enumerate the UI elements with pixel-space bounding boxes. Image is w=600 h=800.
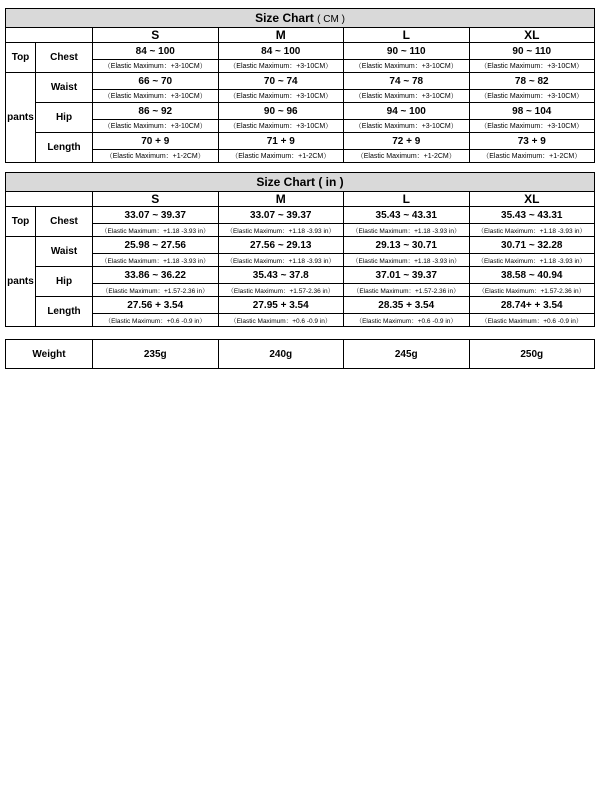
weight-value: 245g bbox=[344, 340, 470, 369]
size-chart-in bbox=[5, 172, 595, 327]
elastic-note: （Elastic Maximum：+1.18 -3.93 in） bbox=[469, 224, 595, 237]
weight-value: 235g bbox=[93, 340, 219, 369]
blank-header bbox=[6, 192, 93, 207]
value-cell: 28.74+ + 3.54 bbox=[469, 297, 595, 314]
value-cell: 84 ~ 100 bbox=[93, 43, 219, 60]
metric-length: Length bbox=[36, 133, 93, 163]
value-cell: 35.43 ~ 43.31 bbox=[344, 207, 470, 224]
metric-hip: Hip bbox=[36, 103, 93, 133]
group-top: Top bbox=[6, 207, 36, 237]
metric-chest: Chest bbox=[36, 207, 93, 237]
value-cell: 90 ~ 110 bbox=[469, 43, 595, 60]
value-cell: 78 ~ 82 bbox=[469, 73, 595, 90]
value-cell: 27.56 + 3.54 bbox=[93, 297, 219, 314]
elastic-note: （Elastic Maximum：+1-2CM） bbox=[93, 150, 219, 163]
elastic-note: （Elastic Maximum：+1.18 -3.93 in） bbox=[218, 224, 344, 237]
value-cell: 30.71 ~ 32.28 bbox=[469, 237, 595, 254]
elastic-note: （Elastic Maximum：+0.6 -0.9 in） bbox=[218, 314, 344, 327]
elastic-note: （Elastic Maximum：+3-10CM） bbox=[469, 90, 595, 103]
value-cell: 28.35 + 3.54 bbox=[344, 297, 470, 314]
value-cell: 73 + 9 bbox=[469, 133, 595, 150]
elastic-note: （Elastic Maximum：+3-10CM） bbox=[344, 90, 470, 103]
elastic-note: （Elastic Maximum：+1.18 -3.93 in） bbox=[344, 254, 470, 267]
elastic-note: （Elastic Maximum：+0.6 -0.9 in） bbox=[344, 314, 470, 327]
elastic-note: （Elastic Maximum：+1.57-2.36 in） bbox=[469, 284, 595, 297]
elastic-note: （Elastic Maximum：+3-10CM） bbox=[344, 60, 470, 73]
size-header-l: L bbox=[344, 192, 470, 207]
value-cell: 72 + 9 bbox=[344, 133, 470, 150]
metric-chest: Chest bbox=[36, 43, 93, 73]
value-cell: 27.56 ~ 29.13 bbox=[218, 237, 344, 254]
blank-header bbox=[6, 28, 93, 43]
value-cell: 37.01 ~ 39.37 bbox=[344, 267, 470, 284]
group-pants: pants bbox=[6, 73, 36, 163]
weight-table bbox=[5, 339, 595, 369]
value-cell: 90 ~ 110 bbox=[344, 43, 470, 60]
elastic-note: （Elastic Maximum：+1.18 -3.93 in） bbox=[93, 224, 219, 237]
group-top: Top bbox=[6, 43, 36, 73]
weight-value: 250g bbox=[469, 340, 595, 369]
value-cell: 35.43 ~ 37.8 bbox=[218, 267, 344, 284]
elastic-note: （Elastic Maximum：+3-10CM） bbox=[469, 120, 595, 133]
chart-title-cm: Size Chart ( CM ) bbox=[6, 9, 595, 28]
size-chart-cm bbox=[5, 8, 595, 163]
size-header-xl: XL bbox=[469, 28, 595, 43]
value-cell: 86 ~ 92 bbox=[93, 103, 219, 120]
group-pants: pants bbox=[6, 237, 36, 327]
value-cell: 71 + 9 bbox=[218, 133, 344, 150]
metric-waist: Waist bbox=[36, 237, 93, 267]
elastic-note: （Elastic Maximum：+0.6 -0.9 in） bbox=[469, 314, 595, 327]
value-cell: 94 ~ 100 bbox=[344, 103, 470, 120]
chart-title-in: Size Chart ( in ) bbox=[6, 173, 595, 192]
elastic-note: （Elastic Maximum：+1-2CM） bbox=[344, 150, 470, 163]
elastic-note: （Elastic Maximum：+1.57-2.36 in） bbox=[344, 284, 470, 297]
size-header-s: S bbox=[93, 192, 219, 207]
metric-waist: Waist bbox=[36, 73, 93, 103]
value-cell: 74 ~ 78 bbox=[344, 73, 470, 90]
value-cell: 33.07 ~ 39.37 bbox=[218, 207, 344, 224]
elastic-note: （Elastic Maximum：+3-10CM） bbox=[218, 60, 344, 73]
weight-value: 240g bbox=[218, 340, 344, 369]
elastic-note: （Elastic Maximum：+1-2CM） bbox=[218, 150, 344, 163]
size-header-xl: XL bbox=[469, 192, 595, 207]
value-cell: 38.58 ~ 40.94 bbox=[469, 267, 595, 284]
value-cell: 98 ~ 104 bbox=[469, 103, 595, 120]
elastic-note: （Elastic Maximum：+3-10CM） bbox=[93, 90, 219, 103]
elastic-note: （Elastic Maximum：+1-2CM） bbox=[469, 150, 595, 163]
weight-label: Weight bbox=[6, 340, 93, 369]
size-header-l: L bbox=[344, 28, 470, 43]
metric-hip: Hip bbox=[36, 267, 93, 297]
elastic-note: （Elastic Maximum：+3-10CM） bbox=[218, 90, 344, 103]
value-cell: 84 ~ 100 bbox=[218, 43, 344, 60]
value-cell: 29.13 ~ 30.71 bbox=[344, 237, 470, 254]
elastic-note: （Elastic Maximum：+1.18 -3.93 in） bbox=[469, 254, 595, 267]
value-cell: 70 + 9 bbox=[93, 133, 219, 150]
size-header-m: M bbox=[218, 192, 344, 207]
elastic-note: （Elastic Maximum：+1.57-2.36 in） bbox=[218, 284, 344, 297]
value-cell: 70 ~ 74 bbox=[218, 73, 344, 90]
value-cell: 90 ~ 96 bbox=[218, 103, 344, 120]
elastic-note: （Elastic Maximum：+3-10CM） bbox=[218, 120, 344, 133]
elastic-note: （Elastic Maximum：+3-10CM） bbox=[93, 120, 219, 133]
size-header-m: M bbox=[218, 28, 344, 43]
elastic-note: （Elastic Maximum：+1.18 -3.93 in） bbox=[344, 224, 470, 237]
value-cell: 35.43 ~ 43.31 bbox=[469, 207, 595, 224]
value-cell: 25.98 ~ 27.56 bbox=[93, 237, 219, 254]
value-cell: 33.86 ~ 36.22 bbox=[93, 267, 219, 284]
metric-length: Length bbox=[36, 297, 93, 327]
elastic-note: （Elastic Maximum：+1.57-2.36 in） bbox=[93, 284, 219, 297]
value-cell: 33.07 ~ 39.37 bbox=[93, 207, 219, 224]
elastic-note: （Elastic Maximum：+1.18 -3.93 in） bbox=[218, 254, 344, 267]
elastic-note: （Elastic Maximum：+0.6 -0.9 in） bbox=[93, 314, 219, 327]
size-header-s: S bbox=[93, 28, 219, 43]
value-cell: 27.95 + 3.54 bbox=[218, 297, 344, 314]
elastic-note: （Elastic Maximum：+3-10CM） bbox=[344, 120, 470, 133]
elastic-note: （Elastic Maximum：+3-10CM） bbox=[469, 60, 595, 73]
elastic-note: （Elastic Maximum：+1.18 -3.93 in） bbox=[93, 254, 219, 267]
elastic-note: （Elastic Maximum：+3-10CM） bbox=[93, 60, 219, 73]
value-cell: 66 ~ 70 bbox=[93, 73, 219, 90]
